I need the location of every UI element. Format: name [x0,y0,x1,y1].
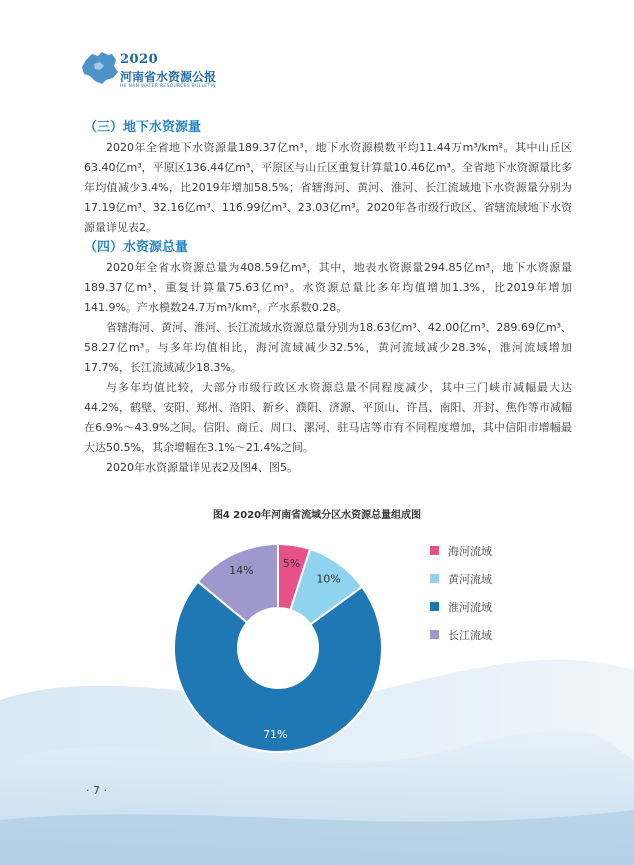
paragraph: 省辖海河、黄河、淮河、长江流域水资源总量分别为18.63亿m³、42.00亿m³、289.69亿m³、58.27亿m³。与多年均值相比，海河流域减少32.5%，黄河流域减少28.3%，淮河流域增加17.7%，长江流域减少18.3%。 [84,321,572,374]
paragraph: 与多年均值比较，大部分市级行政区水资源总量不同程度减少，其中三门峡市减幅最大达44.2%，鹤壁、安阳、郑州、洛阳、新乡、濮阳、济源、平顶山、许昌、南阳、开封、焦作等市减幅在6.9%～43.9%之间。信阳、商丘、周口、漯河、驻马店等市有不同程度增加，其中信阳市增幅最大达50.5%，其余增幅在3.1%～21.4%之间。 [84,381,572,454]
legend-swatch-2 [430,574,439,583]
main-content [84,118,572,478]
bulletin-logo [80,50,220,100]
slice-label-4: 14% [229,564,254,578]
section-heading-groundwater: （三）地下水资源量 [84,120,202,135]
paragraph: 2020年全省水资源总量为408.59亿m³，其中，地表水资源量294.85亿m³，地下水资源量189.37亿m³，重复计算量75.63亿m³。水资源总量比多年均值增加1.3%，比2019年增加141.9%。产水模数24.7万m³/km²，产水系数0.28。 [84,261,572,314]
henan-map-icon [80,50,120,86]
chart-legend [430,544,492,642]
legend-swatch-1 [430,546,439,555]
section-heading-total-water: （四）水资源总量 [84,240,189,255]
slice-label-1: 5% [282,557,301,571]
figure-title: 图4 2020年河南省流域分区水资源总量组成图 [212,510,422,521]
legend-swatch-3 [430,602,439,611]
bulletin-year: 2020 [120,52,159,67]
legend-label-4: 长江流域 [448,629,492,642]
page-number: · 7 · [86,784,107,797]
paragraph: 2020年水资源量详见表2及图4、图5。 [106,461,298,474]
chart-slices [174,544,382,752]
slice-label-3: 71% [263,727,288,741]
bulletin-subtitle: HE NAN WATER RESOURCES BULLETIN [120,84,216,89]
legend-label-3: 淮河流域 [448,601,492,614]
bulletin-title: 河南省水资源公报 [120,70,217,84]
legend-label-2: 黄河流域 [448,573,492,586]
paragraph: 2020年全省地下水资源量189.37亿m³，地下水资源模数平均11.44万m³/km²。其中山丘区63.40亿m³，平原区136.44亿m³，平原区与山丘区重复计算量10.46亿m³。全省地下水资源量比多年均值减少3.4%，比2019年增加58.5%；省辖海河、黄河、淮河、长江流域地下水资源量分别为17.19亿m³、32.16亿m³、116.99亿m³、23.03亿m³。2020年各市级行政区、省辖流域地下水资源量详见表2。 [84,141,572,234]
legend-label-1: 海河流域 [448,545,492,558]
legend-swatch-4 [430,630,439,639]
donut-chart [170,528,530,768]
slice-label-2: 10% [316,572,341,586]
